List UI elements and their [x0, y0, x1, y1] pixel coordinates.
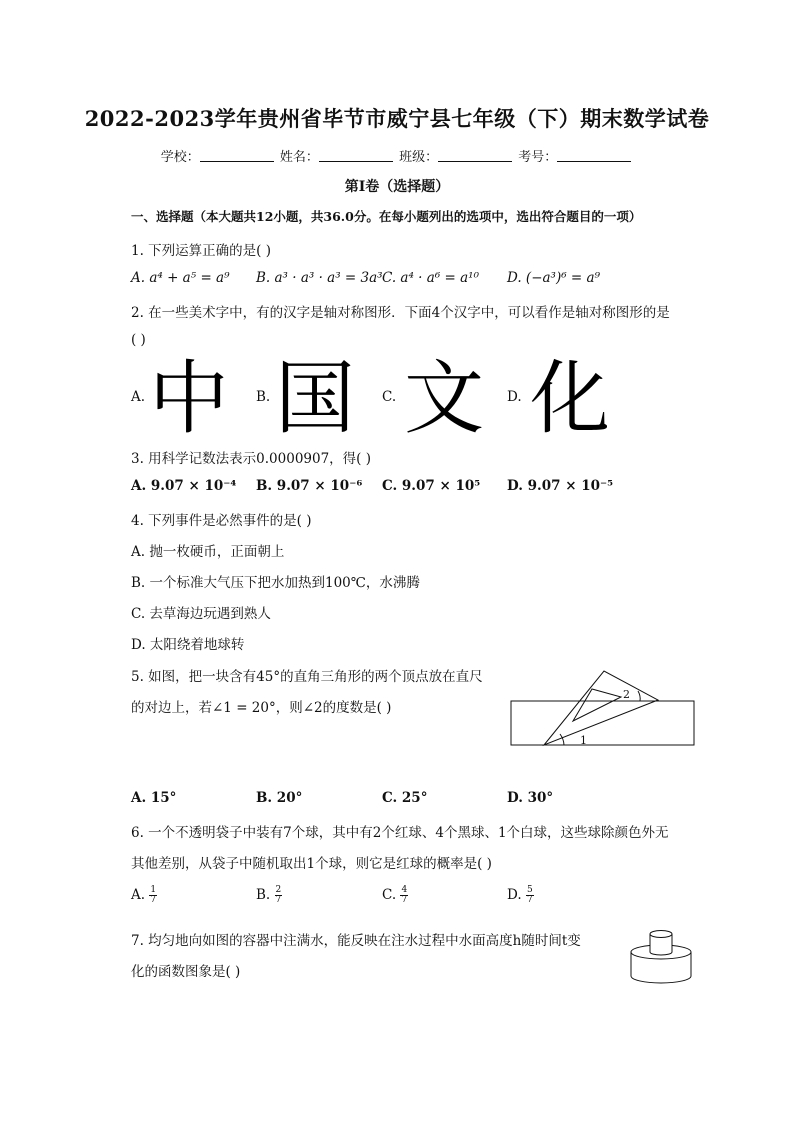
denominator: 7	[401, 895, 408, 905]
q2-char-guo: 国	[275, 352, 355, 445]
q6-option-d-label: D.	[507, 887, 522, 903]
q6-option-a[interactable]	[131, 886, 157, 905]
q4-option-c[interactable]: C. 去草海边玩遇到熟人	[131, 606, 271, 622]
q6-option-c-label: C.	[382, 887, 397, 903]
q1-option-c[interactable]: C. a⁴ · a⁶ = a¹⁰	[382, 270, 479, 286]
angle-2-label: 2	[623, 688, 630, 701]
q2-stem-line1: 2. 在一些美术字中，有的汉字是轴对称图形．下面4个汉字中，可以看作是轴对称图形的是	[131, 305, 670, 321]
numerator: 2	[275, 885, 282, 895]
q4-option-b[interactable]: B. 一个标准大气压下把水加热到100℃，水沸腾	[131, 575, 420, 591]
q5-option-d[interactable]: D. 30°	[507, 790, 554, 806]
narrow-cylinder-top	[650, 931, 672, 938]
q5-stem-line2: 的对边上，若∠1 = 20°，则∠2的度数是( )	[131, 700, 392, 716]
q6-stem-line2: 其他差别，从袋子中随机取出1个球，则它是红球的概率是( )	[131, 856, 492, 872]
q2-char-wen: 文	[404, 352, 484, 445]
q7-stem-line2: 化的函数图象是( )	[131, 964, 241, 980]
q2-option-a-label[interactable]: A.	[131, 389, 146, 405]
q3-option-b[interactable]: B. 9.07 × 10⁻⁶	[256, 478, 363, 494]
q3-option-d[interactable]: D. 9.07 × 10⁻⁵	[507, 478, 614, 494]
q2-stem-line2: ( )	[131, 332, 146, 348]
name-blank[interactable]	[319, 149, 393, 162]
class-blank[interactable]	[438, 149, 512, 162]
school-blank[interactable]	[200, 149, 274, 162]
q1-option-a[interactable]: A. a⁴ + a⁵ = a⁹	[131, 270, 230, 286]
numerator: 5	[526, 885, 533, 895]
q6-option-b[interactable]	[256, 886, 282, 905]
q3-option-a[interactable]: A. 9.07 × 10⁻⁴	[131, 478, 237, 494]
numerator: 1	[150, 885, 157, 895]
q5-option-b[interactable]: B. 20°	[256, 790, 303, 806]
denominator: 7	[526, 895, 533, 905]
q6-fraction-a	[149, 886, 157, 905]
q6-option-a-label: A.	[131, 887, 146, 903]
name-label: 姓名：	[279, 150, 319, 165]
ruler-triangle-figure	[506, 664, 696, 750]
exam-number-blank[interactable]	[557, 149, 631, 162]
q5-option-c[interactable]: C. 25°	[382, 790, 428, 806]
student-info	[0, 146, 794, 165]
q2-char-hua: 化	[530, 352, 610, 445]
q2-option-c-label[interactable]: C.	[382, 389, 397, 405]
q4-stem: 4. 下列事件是必然事件的是( )	[131, 513, 312, 529]
q6-fraction-d	[526, 886, 534, 905]
triangle-inner	[573, 689, 621, 721]
q2-option-d-label[interactable]: D.	[507, 389, 522, 405]
ruler-shape	[511, 701, 694, 745]
q2-option-b-label[interactable]: B.	[256, 389, 271, 405]
q1-option-d[interactable]: D. (−a³)⁶ = a⁹	[507, 270, 600, 286]
angle-1-arc	[560, 734, 564, 745]
q3-stem: 3. 用科学记数法表示0.0000907，得( )	[131, 451, 372, 467]
q6-option-b-label: B.	[256, 887, 271, 903]
angle-2-arc	[638, 691, 640, 701]
q5-stem-line1: 5. 如图，把一块含有45°的直角三角形的两个顶点放在直尺	[131, 669, 483, 685]
q2-char-zhong: 中	[149, 352, 229, 445]
exam-number-label: 考号：	[518, 150, 558, 165]
q5-option-a[interactable]: A. 15°	[131, 790, 177, 806]
school-label: 学校：	[160, 150, 200, 165]
q1-option-b[interactable]: B. a³ · a³ · a³ = 3a³	[256, 270, 383, 286]
triangle-outer	[544, 671, 658, 745]
q6-stem-line1: 6. 一个不透明袋子中装有7个球，其中有2个红球、4个黑球、1个白球，这些球除颜色外无	[131, 825, 669, 841]
q4-option-d[interactable]: D. 太阳绕着地球转	[131, 637, 245, 653]
q7-stem-line1: 7. 均匀地向如图的容器中注满水，能反映在注水过程中水面高度h随时间t变	[131, 933, 581, 949]
q1-stem: 1. 下列运算正确的是( )	[131, 243, 271, 259]
q3-option-c[interactable]: C. 9.07 × 10⁵	[382, 478, 481, 494]
denominator: 7	[150, 895, 157, 905]
q6-option-d[interactable]	[507, 886, 534, 905]
angle-1-label: 1	[580, 734, 587, 747]
q6-option-c[interactable]	[382, 886, 408, 905]
exam-title: 2022-2023学年贵州省毕节市威宁县七年级（下）期末数学试卷	[84, 106, 710, 131]
q4-option-a[interactable]: A. 抛一枚硬币，正面朝上	[131, 544, 285, 560]
section-heading: 一、选择题（本大题共12小题，共36.0分。在每小题列出的选项中，选出符合题目的一项）	[131, 209, 642, 224]
denominator: 7	[275, 895, 282, 905]
container-figure	[626, 924, 696, 990]
q6-fraction-c	[400, 886, 408, 905]
class-label: 班级：	[399, 150, 439, 165]
q6-fraction-b	[275, 886, 283, 905]
volume-heading: 第Ⅰ卷（选择题）	[344, 179, 450, 195]
numerator: 4	[401, 885, 408, 895]
